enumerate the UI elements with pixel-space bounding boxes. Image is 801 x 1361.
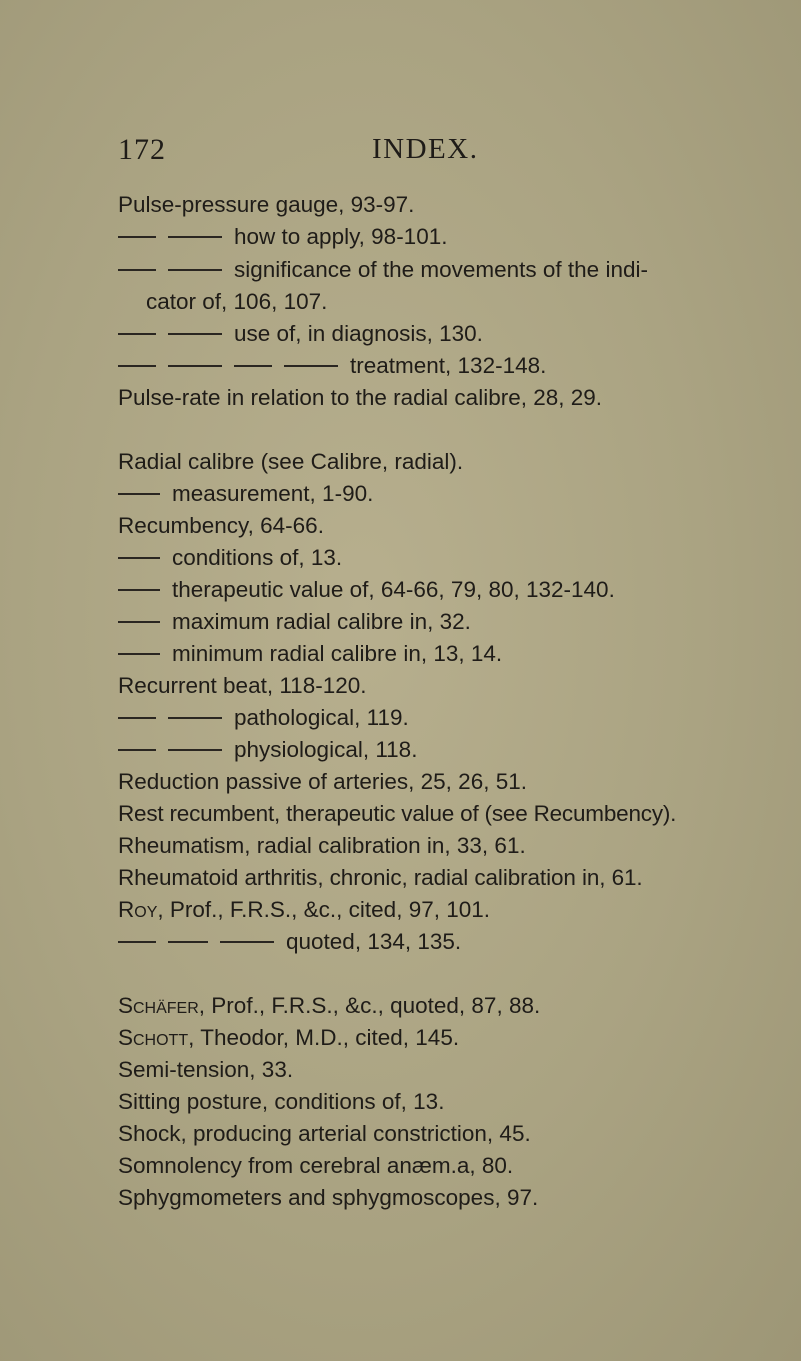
index-subentry: treatment, 132-148. xyxy=(118,351,546,381)
index-entry: Sphygmometers and sphygmoscopes, 97. xyxy=(118,1185,539,1210)
ditto-dashes xyxy=(118,735,234,765)
index-subentry: quoted, 134, 135. xyxy=(118,927,461,957)
ditto-dashes xyxy=(118,575,172,605)
ditto-dashes xyxy=(118,255,234,285)
ditto-dashes xyxy=(118,319,234,349)
index-entry: Schäfer, Prof., F.R.S., &c., quoted, 87, 88. xyxy=(118,993,541,1018)
index-subentry: therapeutic value of, 64-66, 79, 80, 132-140. xyxy=(118,575,615,605)
index-entry: Rest recumbent, therapeutic value of (see Recumbency). xyxy=(118,801,677,826)
index-subentry: physiological, 118. xyxy=(118,735,417,765)
index-entry: Pulse-rate in relation to the radial calibre, 28, 29. xyxy=(118,385,603,410)
index-entry: Recumbency, 64-66. xyxy=(118,513,324,538)
index-continuation: cator of, 106, 107. xyxy=(146,289,328,314)
ditto-dashes xyxy=(118,222,234,252)
index-entry: Somnolency from cerebral anæm.a, 80. xyxy=(118,1153,514,1178)
page-number: 172 xyxy=(118,133,166,166)
index-entry: Rheumatism, radial calibration in, 33, 61. xyxy=(118,833,526,858)
ditto-dashes xyxy=(118,351,350,381)
index-entry: Radial calibre (see Calibre, radial). xyxy=(118,449,464,474)
running-head: INDEX. xyxy=(372,133,479,165)
index-subentry: how to apply, 98-101. xyxy=(118,222,447,252)
index-subentry: use of, in diagnosis, 130. xyxy=(118,319,483,349)
index-entry: Pulse-pressure gauge, 93-97. xyxy=(118,192,415,217)
page-header xyxy=(0,133,801,173)
index-entry: Reduction passive of arteries, 25, 26, 51. xyxy=(118,769,527,794)
index-entry: Shock, producing arterial constriction, 45. xyxy=(118,1121,531,1146)
ditto-dashes xyxy=(118,639,172,669)
ditto-dashes xyxy=(118,927,286,957)
index-subentry: measurement, 1-90. xyxy=(118,479,373,509)
index-subentry: minimum radial calibre in, 13, 14. xyxy=(118,639,502,669)
ditto-dashes xyxy=(118,703,234,733)
ditto-dashes xyxy=(118,543,172,573)
ditto-dashes xyxy=(118,607,172,637)
index-entry: Schott, Theodor, M.D., cited, 145. xyxy=(118,1025,460,1050)
index-subentry: significance of the movements of the indi- xyxy=(118,255,648,285)
index-entry: Rheumatoid arthritis, chronic, radial calibration in, 61. xyxy=(118,865,643,890)
index-entry: Recurrent beat, 118-120. xyxy=(118,673,367,698)
index-subentry: conditions of, 13. xyxy=(118,543,342,573)
index-subentry: maximum radial calibre in, 32. xyxy=(118,607,471,637)
index-entry: Roy, Prof., F.R.S., &c., cited, 97, 101. xyxy=(118,897,491,922)
index-subentry: pathological, 119. xyxy=(118,703,409,733)
index-entry: Semi-tension, 33. xyxy=(118,1057,294,1082)
index-entry: Sitting posture, conditions of, 13. xyxy=(118,1089,445,1114)
ditto-dashes xyxy=(118,479,172,509)
